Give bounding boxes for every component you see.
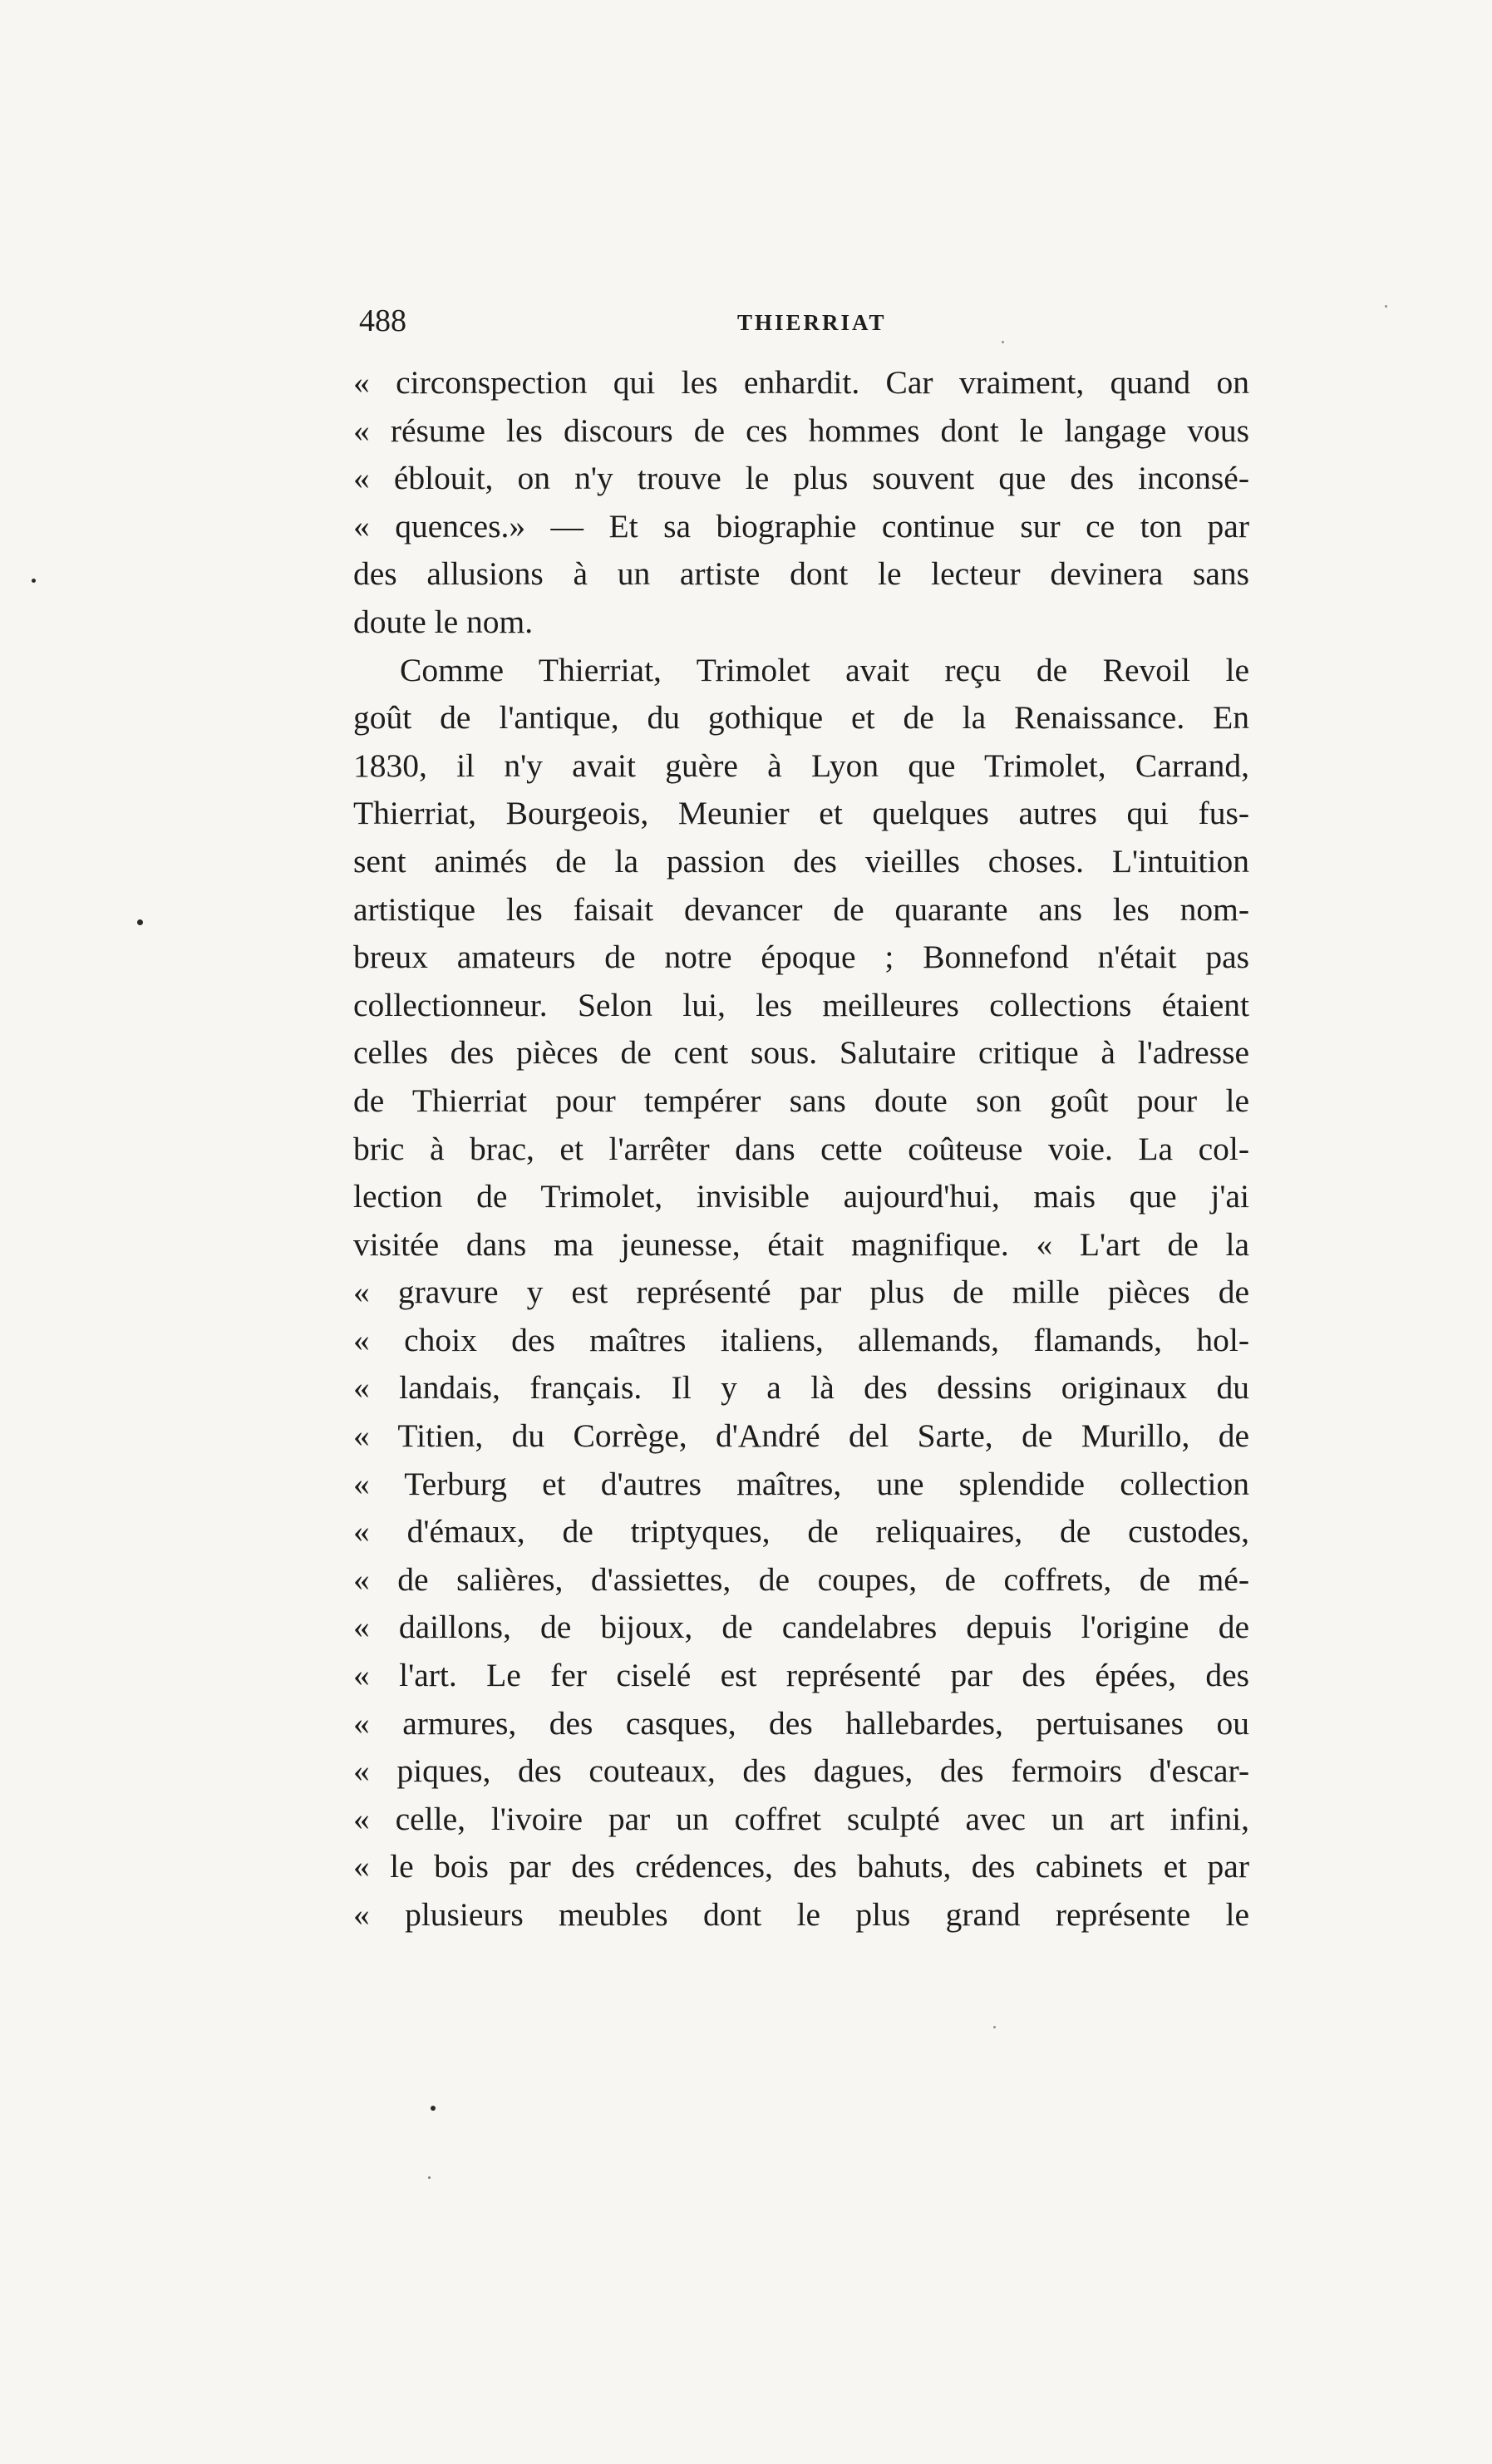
text-line: « piques, des couteaux, des dagues, des fermoirs d'escar- bbox=[353, 1752, 1249, 1790]
scan-speck bbox=[993, 2026, 996, 2028]
text-line: « celle, l'ivoire par un coffret sculpté avec un art infini, bbox=[353, 1800, 1249, 1837]
text-line: visitée dans ma jeunesse, était magnifique. « L'art de la bbox=[353, 1225, 1249, 1263]
text-line: de Thierriat pour tempérer sans doute son goût pour le bbox=[353, 1082, 1249, 1119]
text-line: « résume les discours de ces hommes dont le langage vous bbox=[353, 411, 1249, 449]
scan-speck bbox=[1385, 305, 1387, 308]
text-line: « gravure y est représenté par plus de mille pièces de bbox=[353, 1274, 1249, 1311]
text-line: 1830, il n'y avait guère à Lyon que Trimolet, Carrand, bbox=[353, 747, 1249, 784]
text-line: « d'émaux, de triptyques, de reliquaires, de custodes, bbox=[353, 1513, 1249, 1550]
page-number: 488 bbox=[359, 303, 406, 338]
text-line: « quences.» — Et sa biographie continue sur ce ton par bbox=[353, 507, 1249, 545]
text-line: « armures, des casques, des hallebardes, pertuisanes ou bbox=[353, 1704, 1249, 1742]
scan-speck bbox=[428, 2176, 431, 2179]
text-line: celles des pièces de cent sous. Salutaire critique à l'adresse bbox=[353, 1034, 1249, 1072]
paragraph-first-line: Comme Thierriat, Trimolet avait reçu de Revoil le bbox=[400, 651, 1249, 688]
text-line: « le bois par des crédences, des bahuts, des cabinets et par bbox=[353, 1848, 1249, 1885]
text-line: breux amateurs de notre époque ; Bonnefond n'était pas bbox=[353, 939, 1249, 976]
scan-speck bbox=[32, 579, 36, 583]
scan-speck bbox=[431, 2106, 436, 2111]
text-line: « daillons, de bijoux, de candelabres depuis l'origine de bbox=[353, 1609, 1249, 1646]
text-line: lection de Trimolet, invisible aujourd'hui, mais que j'ai bbox=[353, 1178, 1249, 1215]
text-line: « de salières, d'assiettes, de coupes, de coffrets, de mé- bbox=[353, 1560, 1249, 1598]
text-line: « choix des maîtres italiens, allemands, flamands, hol- bbox=[353, 1321, 1249, 1358]
text-line: « plusieurs meubles dont le plus grand représente le bbox=[353, 1896, 1249, 1933]
text-line: « éblouit, on n'y trouve le plus souvent que des inconsé- bbox=[353, 460, 1249, 497]
text-line: « l'art. Le fer ciselé est représenté par des épées, des bbox=[353, 1657, 1249, 1694]
scan-speck bbox=[1002, 341, 1004, 343]
text-line: goût de l'antique, du gothique et de la Renaissance. En bbox=[353, 699, 1249, 737]
scan-speck bbox=[137, 919, 143, 925]
body-text bbox=[353, 359, 1249, 1939]
running-title: THIERRIAT bbox=[737, 310, 887, 335]
text-line: Thierriat, Bourgeois, Meunier et quelques autres qui fus- bbox=[353, 795, 1249, 832]
text-line: « Titien, du Corrège, d'André del Sarte, de Murillo, de bbox=[353, 1417, 1249, 1455]
text-line: des allusions à un artiste dont le lecteur devinera sans bbox=[353, 555, 1249, 593]
text-line: doute le nom. bbox=[353, 603, 534, 640]
text-line: collectionneur. Selon lui, les meilleures collections étaient bbox=[353, 986, 1249, 1023]
page-header bbox=[359, 296, 1257, 346]
text-line: bric à brac, et l'arrêter dans cette coûteuse voie. La col- bbox=[353, 1130, 1249, 1167]
text-line: sent animés de la passion des vieilles choses. L'intuition bbox=[353, 842, 1249, 880]
text-line: « Terburg et d'autres maîtres, une splendide collection bbox=[353, 1465, 1249, 1502]
text-line: artistique les faisait devancer de quarante ans les nom- bbox=[353, 890, 1249, 928]
text-line: « circonspection qui les enhardit. Car vraiment, quand on bbox=[353, 364, 1249, 401]
text-line: « landais, français. Il y a là des dessins originaux du bbox=[353, 1369, 1249, 1407]
